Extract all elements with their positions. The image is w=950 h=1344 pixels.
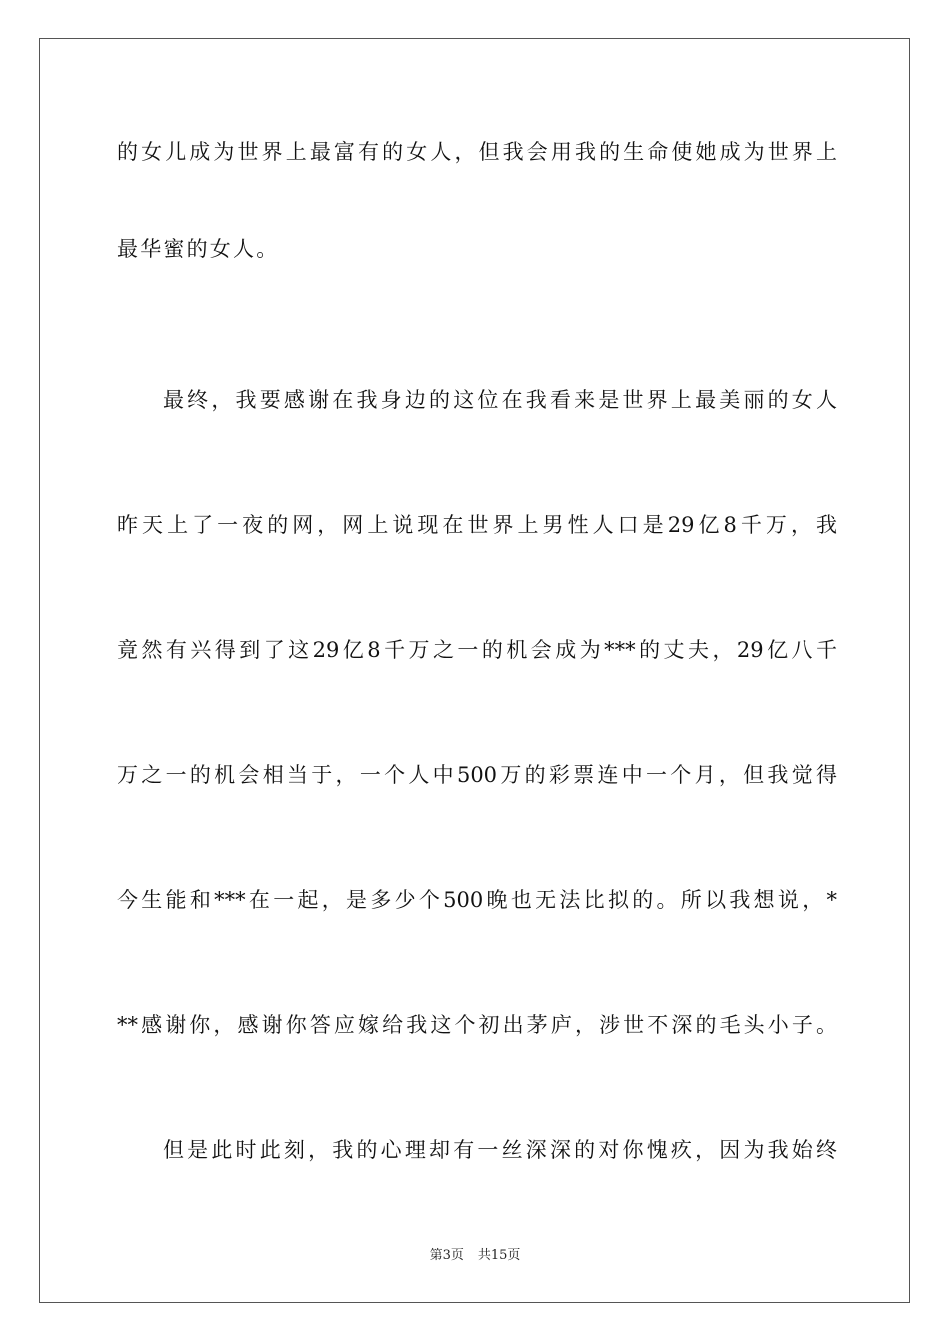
text-line: 万之一的机会相当于，一个人中500万的彩票连中一个月，但我觉得	[117, 763, 837, 787]
page-number: 第3页	[429, 1248, 464, 1263]
page-border	[39, 38, 910, 1303]
text-line: 最终，我要感谢在我身边的这位在我看来是世界上最美丽的女人	[163, 388, 837, 412]
text-line: 昨天上了一夜的网，网上说现在世界上男性人口是29亿8千万，我	[117, 513, 837, 537]
text-line: 竟然有兴得到了这29亿8千万之一的机会成为***的丈夫，29亿八千	[117, 638, 837, 662]
page-total: 共15页	[477, 1248, 521, 1263]
text-line: 今生能和***在一起，是多少个500晚也无法比拟的。所以我想说，*	[117, 888, 837, 912]
page-footer	[0, 1247, 950, 1265]
text-line: 最华蜜的女人。	[117, 237, 280, 261]
text-line: **感谢你，感谢你答应嫁给我这个初出茅庐，涉世不深的毛头小子。	[117, 1013, 837, 1037]
text-line: 的女儿成为世界上最富有的女人，但我会用我的生命使她成为世界上	[117, 140, 837, 164]
text-line: 但是此时此刻，我的心理却有一丝深深的对你愧疚，因为我始终	[163, 1138, 837, 1162]
